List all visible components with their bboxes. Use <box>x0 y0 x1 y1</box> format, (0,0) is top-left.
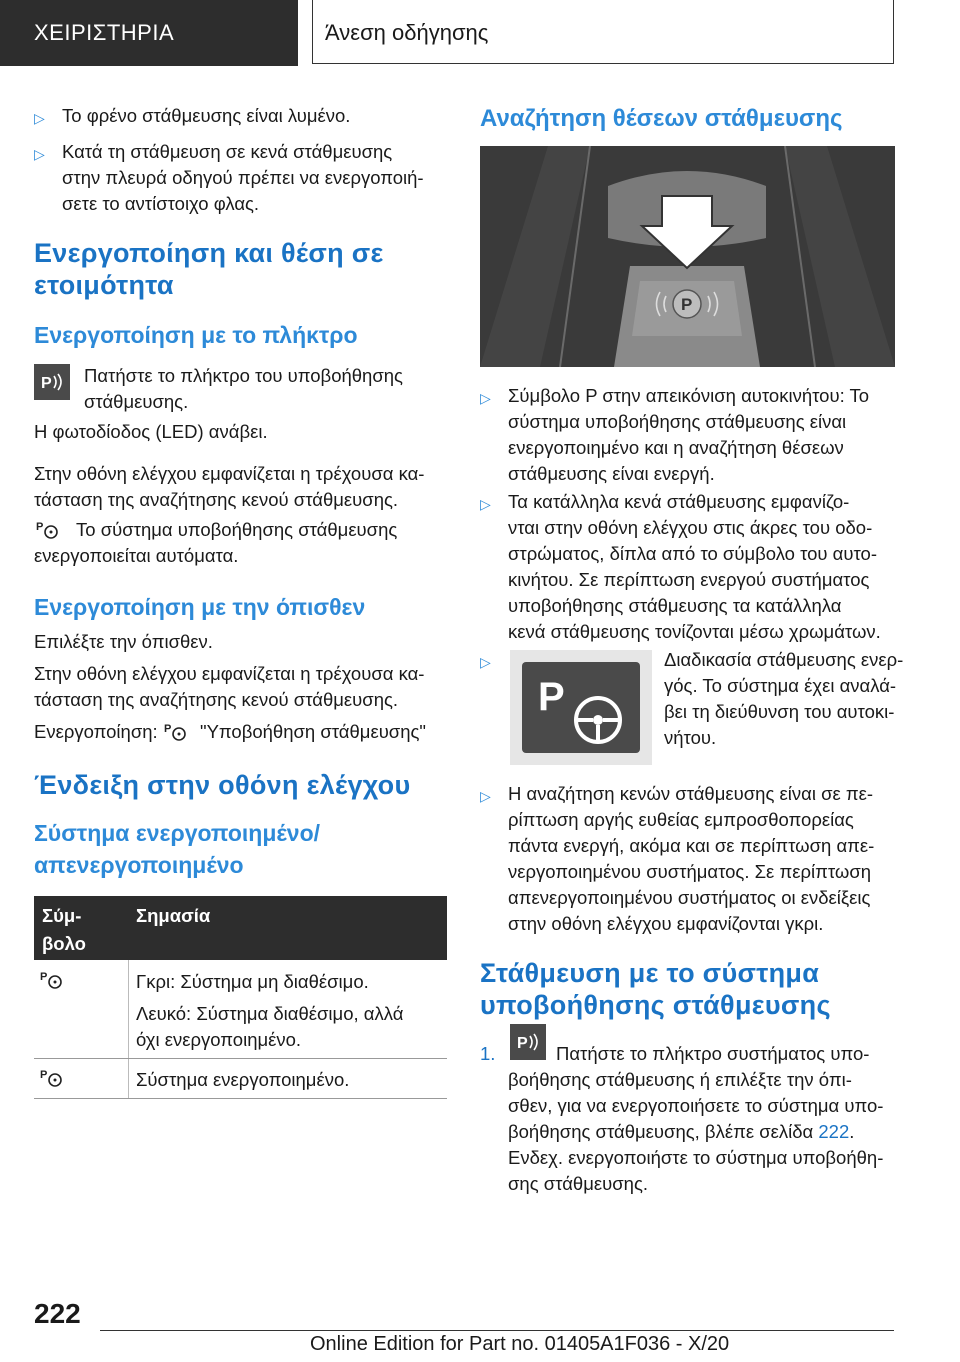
header-section: ΧΕΙΡΙΣΤΗΡΙΑ <box>34 20 175 45</box>
step-text: Ενδεχ. ενεργοποιήστε το σύστημα υποβοήθη- <box>508 1147 884 1168</box>
bullet-text: ενεργοποιημένο και η αναζήτηση θέσεων <box>508 437 844 458</box>
step-text: σθεν, για να ενεργοποιήσετε το σύστημα υπο- <box>508 1095 884 1116</box>
bullet-text: στην πλευρά οδηγού πρέπει να ενεργοποιή- <box>62 167 424 188</box>
table-row-divider <box>34 1098 447 1099</box>
header-section-tab <box>0 0 298 66</box>
parking-assist-button-icon <box>34 364 70 400</box>
table-cell: Σύστημα ενεργοποιημένο. <box>136 1069 350 1090</box>
table-cell: Γκρι: Σύστημα μη διαθέσιμο. <box>136 971 369 992</box>
parking-search-illustration <box>480 146 895 367</box>
bullet-text: απενεργοποιημένου συστήματος οι ενδείξεις <box>508 887 871 908</box>
bullet-marker: ▷ <box>480 788 491 804</box>
header-chapter-box <box>312 0 894 64</box>
led-text: Η φωτοδίοδος (LED) ανάβει. <box>34 421 268 442</box>
bullet-text: στάθμευσης είναι ενεργή. <box>508 463 715 484</box>
press-text: Πατήστε το πλήκτρο του υποβοήθησης <box>84 365 403 386</box>
page-number: 222 <box>34 1298 81 1329</box>
body-text: ενεργοποιείται αυτόματα. <box>34 545 239 566</box>
table-header <box>34 896 447 960</box>
bullet-text: κενά στάθμευσης τονίζονται μέσω χρωμάτων. <box>508 621 881 642</box>
bullet-text: Το φρένο στάθμευσης είναι λυμένο. <box>62 105 351 126</box>
step-text: σης στάθμευσης. <box>508 1173 648 1194</box>
parking-assist-symbol-icon <box>164 720 190 742</box>
table-divider <box>128 960 129 1098</box>
bullet-text: Διαδικασία στάθμευσης ενερ- <box>664 649 904 670</box>
step-text: Πατήστε το πλήκτρο συστήματος υπο- <box>556 1043 870 1064</box>
parking-assist-symbol-icon <box>40 1066 66 1088</box>
step-text: βοήθησης στάθμευσης, βλέπε σελίδα 222. <box>508 1121 855 1142</box>
table-cell: Λευκό: Σύστημα διαθέσιμο, αλλά <box>136 1003 404 1024</box>
subsection-heading: Ενεργοποίηση με την όπισθεν <box>34 594 366 620</box>
subsection-heading: απενεργοποιημένο <box>34 852 244 878</box>
svg-text:P: P <box>40 1069 48 1081</box>
svg-text:P: P <box>538 675 565 719</box>
bullet-text: στρώματος, δίπλα από το σύμβολο του αυτο- <box>508 543 877 564</box>
bullet-text: στην οθόνη ελέγχου εμφανίζονται γκρι. <box>508 913 824 934</box>
svg-text:P: P <box>36 521 44 533</box>
bullet-text: υποβοήθησης στάθμευσης τα κατάλληλα <box>508 595 842 616</box>
table-header-symbol: Σύμ- βολο <box>42 905 86 954</box>
body-text: Στην οθόνη ελέγχου εμφανίζεται η τρέχουσα κα- <box>34 663 425 684</box>
body-text: τάσταση της αναζήτησης κενού στάθμευσης. <box>34 689 399 710</box>
bullet-marker: ▷ <box>480 496 491 512</box>
bullet-text: γός. Το σύστημα έχει αναλά- <box>664 675 897 696</box>
parking-steering-symbol-icon <box>510 650 652 765</box>
bullet-text: Η αναζήτηση κενών στάθμευσης είναι σε πε- <box>508 783 874 804</box>
bullet-text: βει τη διεύθυνση του αυτοκι- <box>664 701 895 722</box>
bullet-text: Σύμβολο P στην απεικόνιση αυτοκινήτου: Το <box>508 385 870 406</box>
body-text: Στην οθόνη ελέγχου εμφανίζεται η τρέχουσα κα- <box>34 463 425 484</box>
body-text: Επιλέξτε την όπισθεν. <box>34 631 213 652</box>
activation-label: Ενεργοποίηση: <box>34 721 158 742</box>
header-chapter: Άνεση οδήγησης <box>325 20 489 45</box>
section-heading: Ενεργοποίηση και θέση σε <box>34 238 384 268</box>
subsection-heading: Ενεργοποίηση με το πλήκτρο <box>34 322 358 348</box>
bullet-marker: ▷ <box>480 654 491 670</box>
bullet-text: ρίπτωση αργής ευθείας εμπροσθοπορείας <box>508 809 854 830</box>
bullet-marker: ▷ <box>34 146 45 162</box>
table-cell: όχι ενεργοποιημένο. <box>136 1029 302 1050</box>
svg-text:P: P <box>164 723 172 735</box>
table-row-divider <box>34 1058 447 1059</box>
svg-text:P: P <box>41 375 52 392</box>
footer-rule <box>100 1330 894 1331</box>
table-header-meaning: Σημασία <box>136 905 211 926</box>
section-heading: Ένδειξη στην οθόνη ελέγχου <box>34 770 411 800</box>
activation-value: "Υποβοήθηση στάθμευσης" <box>200 721 427 742</box>
body-text: τάσταση της αναζήτησης κενού στάθμευσης. <box>34 489 399 510</box>
svg-text:P: P <box>40 971 48 983</box>
bullet-text: Τα κατάλληλα κενά στάθμευσης εμφανίζο- <box>508 491 850 512</box>
section-heading: ετοιμότητα <box>34 270 174 300</box>
step-number: 1. <box>480 1043 496 1064</box>
body-text: Το σύστημα υποβοήθησης στάθμευσης <box>76 519 398 540</box>
bullet-text: κινήτου. Σε περίπτωση ενεργού συστήματος <box>508 569 870 590</box>
bullet-text: νται στην οθόνη ελέγχου στις άκρες του οδο- <box>508 517 873 538</box>
bullet-text: νεργοποιημένου συστήματος. Σε περίπτωση <box>508 861 872 882</box>
parking-assist-symbol-icon <box>36 518 62 540</box>
bullet-text: σύστημα υποβοήθησης στάθμευσης είναι <box>508 411 847 432</box>
bullet-text: Κατά τη στάθμευση σε κενά στάθμευσης <box>62 141 393 162</box>
page-reference-link[interactable]: 222 <box>818 1121 850 1142</box>
svg-text:P: P <box>681 295 693 314</box>
bullet-text: νήτου. <box>664 727 717 748</box>
section-heading: υποβοήθησης στάθμευσης <box>480 990 831 1020</box>
parking-assist-symbol-icon <box>40 968 66 990</box>
step-text: βοήθησης στάθμευσης ή επιλέξτε την όπι- <box>508 1069 852 1090</box>
section-heading: Στάθμευση με το σύστημα <box>480 958 820 988</box>
press-text: στάθμευσης. <box>84 391 189 412</box>
bullet-text: σετε το αντίστοιχο φλας. <box>62 193 260 214</box>
footer-edition: Online Edition for Part no. 01405A1F036 - X/20 <box>310 1333 730 1355</box>
bullet-marker: ▷ <box>34 110 45 126</box>
svg-text:P: P <box>517 1035 528 1052</box>
bullet-text: πάντα ενεργή, ακόμα και σε περίπτωση απε- <box>508 835 875 856</box>
parking-assist-button-icon <box>510 1024 546 1060</box>
bullet-marker: ▷ <box>480 390 491 406</box>
subsection-heading: Αναζήτηση θέσεων στάθμευσης <box>480 105 843 132</box>
subsection-heading: Σύστημα ενεργοποιημένο/ <box>34 820 321 846</box>
